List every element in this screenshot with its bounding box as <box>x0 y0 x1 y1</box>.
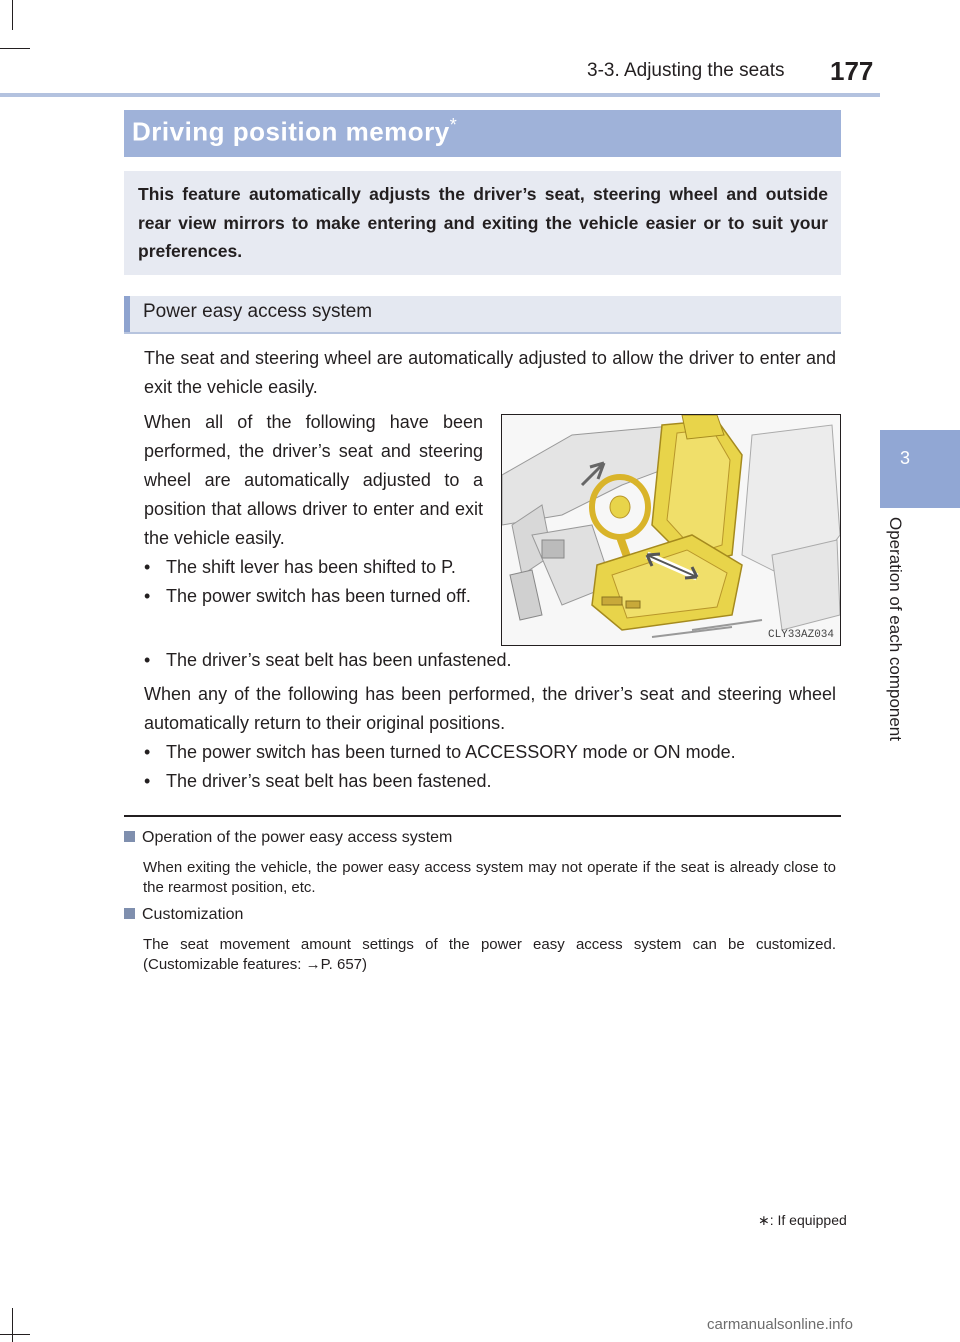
list-item-text: The shift lever has been shifted to P. <box>166 557 456 577</box>
watermark: carmanualsonline.info <box>707 1316 853 1333</box>
footnote: ∗: If equipped <box>758 1212 847 1228</box>
chapter-label: Operation of each component <box>886 517 905 741</box>
subsection-rule <box>124 332 841 334</box>
chapter-tab <box>880 430 960 508</box>
intro-text: This feature automatically adjusts the driver’s seat, steering wheel and outside rear view mirrors to make entering and exiting the vehicle easier or to suit your preferences. <box>138 184 828 261</box>
list-item-text: The driver’s seat belt has been unfastened. <box>166 650 512 670</box>
bullet-glyph: • <box>144 650 151 670</box>
crop-mark-bottom-left-h <box>0 1334 30 1335</box>
page-title <box>132 115 457 148</box>
bullet-glyph: • <box>144 557 151 577</box>
list-item-text: The power switch has been turned to ACCESSORY mode or ON mode. <box>166 742 736 762</box>
header-rule <box>0 93 880 97</box>
crop-mark-bottom-left-v <box>12 1308 13 1342</box>
section-divider <box>124 815 841 817</box>
crop-mark-top-left-h <box>0 48 30 49</box>
title-bar <box>124 110 841 157</box>
note-heading-text: Operation of the power easy access system <box>142 829 453 846</box>
note-body: The seat movement amount settings of the power easy access system can be customized. (Customizable features: →P. 657) <box>143 936 836 973</box>
figure-code: CLY33AZ034 <box>767 629 834 641</box>
car-interior-drawing <box>502 415 841 646</box>
square-bullet-icon <box>124 831 135 842</box>
subsection-title: Power easy access system <box>143 301 373 322</box>
if-equipped-asterisk: * <box>449 115 458 135</box>
page-number: 177 <box>830 56 874 86</box>
list-item-text: The power switch has been turned off. <box>166 586 471 606</box>
note-body: When exiting the vehicle, the power easy access system may not operate if the seat is already close to the rearmost position, etc. <box>143 859 836 896</box>
page-title-text: Driving position memory <box>132 116 450 147</box>
note-heading <box>124 906 243 924</box>
section-heading: 3-3. Adjusting the seats <box>587 60 785 81</box>
subsection-bar <box>124 296 841 333</box>
paragraph-intro: The seat and steering wheel are automatically adjusted to allow the driver to enter and exit the vehicle easily. <box>144 348 836 397</box>
note-heading-text: Customization <box>142 906 244 923</box>
list-item-text: The driver’s seat belt has been fastened. <box>166 771 492 791</box>
bullet-glyph: • <box>144 586 151 606</box>
bullet-glyph: • <box>144 742 151 762</box>
chapter-number: 3 <box>899 448 910 468</box>
crop-mark-top-left-v <box>12 0 13 30</box>
note-heading <box>124 829 452 847</box>
seat-illustration <box>501 414 841 646</box>
intro-box <box>124 171 841 275</box>
paragraph-conditions-enter: When all of the following have been performed, the driver’s seat and steering wheel are automatically adjusted to a position that allows driver to enter and exit the vehicle easily. <box>144 412 483 548</box>
paragraph-conditions-return: When any of the following has been performed, the driver’s seat and steering wheel automatically return to their original positions. <box>144 684 836 733</box>
bullet-glyph: • <box>144 771 151 791</box>
square-bullet-icon <box>124 908 135 919</box>
